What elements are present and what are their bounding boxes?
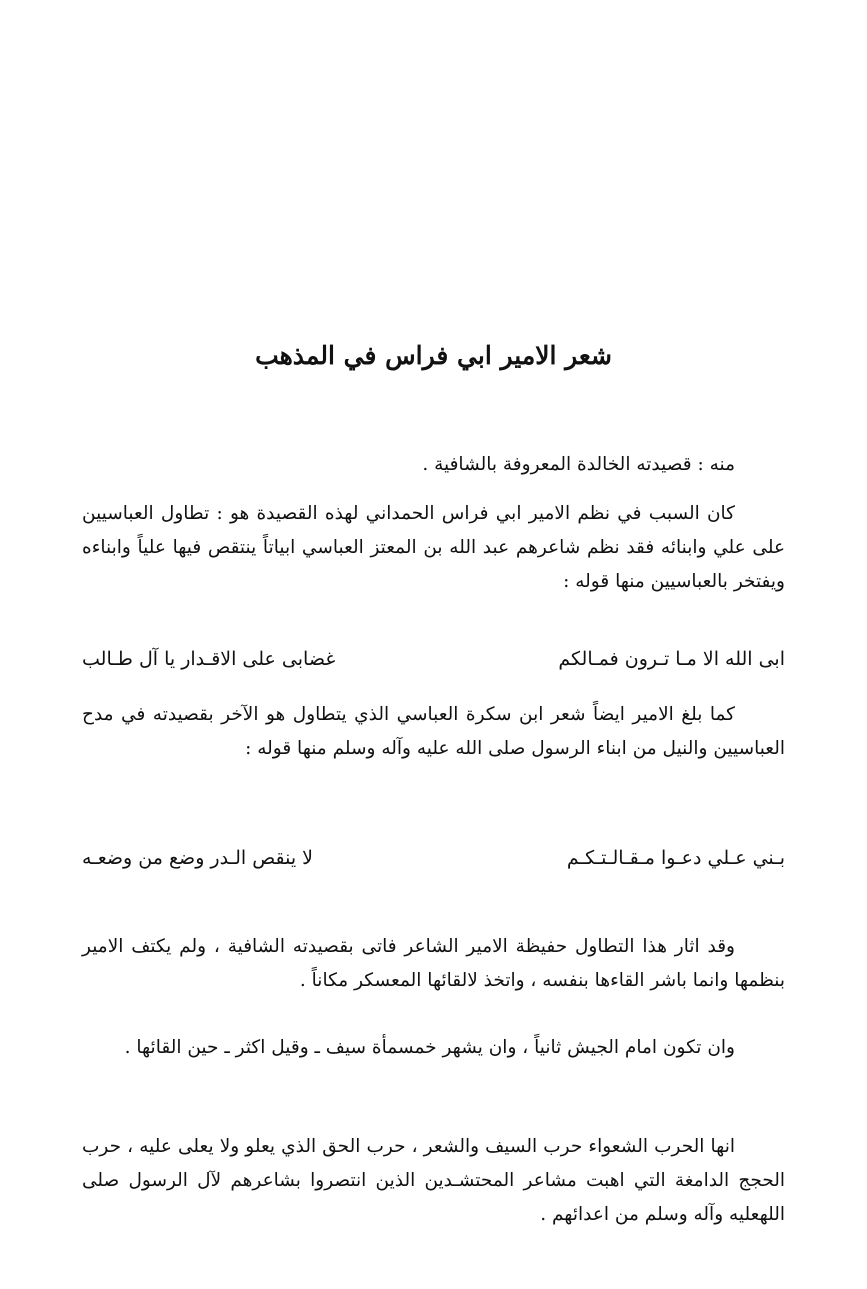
paragraph-ibn-sukkara: كما بلغ الامير ايضاً شعر ابن سكرة العباسي الذي يتطاول هو الآخر بقصيدته في مدح العباسيين والنيل من ابناء الرسول صلى الله عليه وآله وسلم منها قوله : [82, 704, 785, 759]
paragraph-cause: كان السبب في نظم الامير ابي فراس الحمداني لهذه القصيدة هو : تطاول العباسيين على علي وابنائه فقد نظم شاعرهم عبد الله بن المعتز العباسي ابياتاً ينتقص فيها علياً وابناءه ويفتخر بالعباسيين منها قوله : [82, 503, 785, 592]
verse-ibn-almutazz [82, 642, 785, 676]
paragraph-army: وان تكون امام الجيش ثانياً ، وان يشهر خمسمأة سيف ـ وقيل اكثر ـ حين القائها . [124, 1037, 735, 1058]
verse-ibn-sukkara [82, 841, 785, 875]
verse-hemistich-left: غضابى على الاقـدار يا آل طـالب [82, 648, 336, 670]
verse-hemistich-left: لا ينقص الـدر وضع من وضعـه [82, 847, 314, 869]
verse-hemistich-right: ابى الله الا مـا تـرون فمـالكم [558, 648, 785, 670]
paragraph-reaction: وقد اثار هذا التطاول حفيظة الامير الشاعر فاتى بقصيدته الشافية ، ولم يكتف الامير بنظمها وانما باشر القاءها بنفسه ، واتخذ لالقائها المعسكر مكاناً . [82, 936, 785, 991]
verse-hemistich-right: بـني عـلي دعـوا مـقـالـتـكـم [566, 847, 785, 869]
paragraph-war: انها الحرب الشعواء حرب السيف والشعر ، حرب الحق الذي يعلو ولا يعلى عليه ، حرب الحجج الدامغة التي اهبت مشاعر المحتشـدين الذين انتصروا بشاعرهم لآل الرسول صلى اللهعليه وآله وسلم من اعدائهم . [82, 1136, 785, 1225]
intro-line: منه : قصيدته الخالدة المعروفة بالشافية . [422, 454, 735, 475]
page-title: شعر الامير ابي فراس في المذهب [255, 341, 612, 370]
